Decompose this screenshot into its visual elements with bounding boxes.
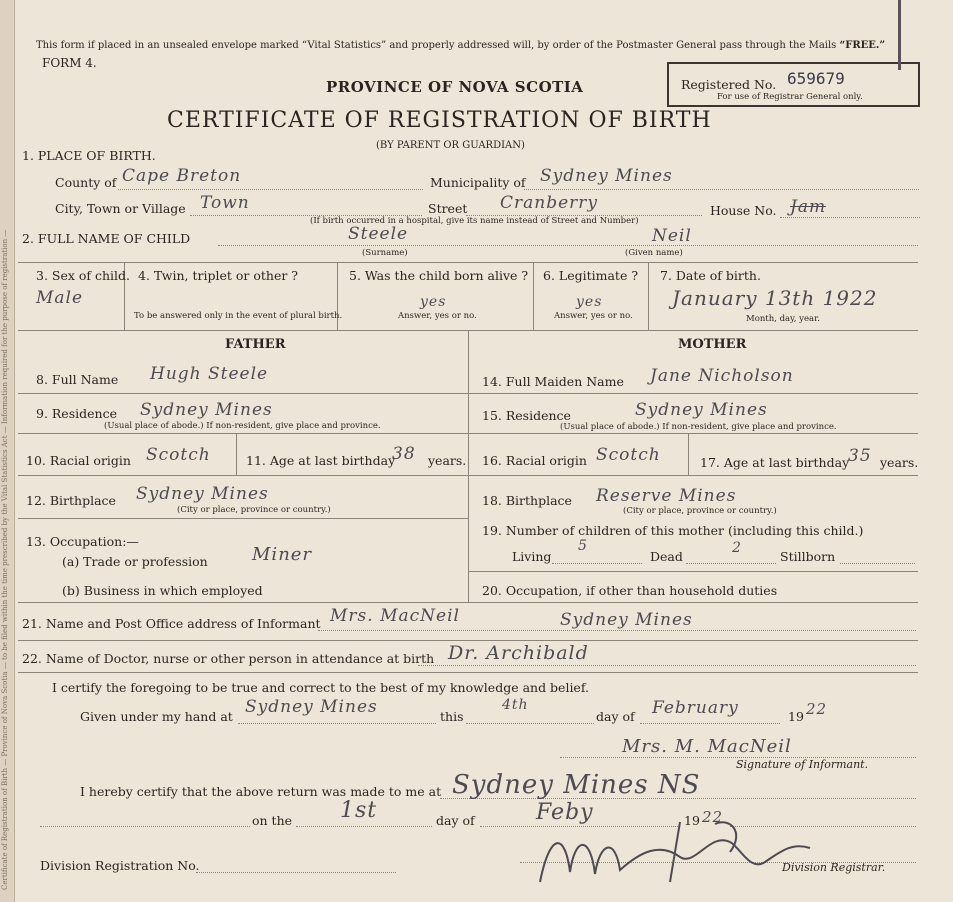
informant-name: Mrs. MacNeil [330,606,460,626]
mother-residence-label: 15. Residence [482,408,571,423]
father-birthplace-value: Sydney Mines [136,484,269,504]
mother-heading: MOTHER [678,337,747,352]
county-line [118,189,423,190]
sex-value: Male [36,288,84,308]
informant-line [318,630,916,631]
divider-f1 [18,393,468,394]
month-line [640,723,780,724]
father-residence-label: 9. Residence [36,406,117,421]
province-title: PROVINCE OF NOVA SCOTIA [326,78,584,96]
dob-note: Month, day, year. [746,314,820,324]
divider-m1 [468,393,918,394]
doctor-label: 22. Name of Doctor, nurse or other person in attendance at birth [22,651,435,666]
father-heading: FATHER [225,337,286,352]
dead-line [686,563,776,564]
mother-racial-value: Scotch [596,445,661,465]
mother-birthplace-label: 18. Birthplace [482,493,572,508]
certify-statement: I certify the foregoing to be true and correct to the best of my knowledge and belief. [52,680,589,695]
doctor-line [418,665,916,666]
given-label: Given under my hand at [80,709,233,724]
child-name-line [218,245,918,246]
father-name-value: Hugh Steele [150,364,269,384]
father-trade-label: (a) Trade or profession [62,554,208,569]
alive-note: Answer, yes or no. [398,311,477,321]
divider-f2 [18,433,468,434]
day-line [466,723,594,724]
stillborn-line [840,563,915,564]
county-value: Cape Breton [122,166,242,186]
left-margin-strip [0,0,15,902]
mother-age-value: 35 [848,446,872,466]
municipality-line [524,189,919,190]
house-value: Jam [790,197,827,217]
divider-certify-top [18,672,918,673]
doctor-name: Dr. Archibald [448,642,589,664]
house-label: House No. [710,203,777,218]
year-prefix: 19 [788,709,804,724]
child-name-label: 2. FULL NAME OF CHILD [22,231,191,246]
dob-label: 7. Date of birth. [660,268,761,283]
living-line [552,563,642,564]
sex-label: 3. Sex of child. [36,268,131,283]
form-number: FORM 4. [42,56,97,70]
divider-m2 [468,433,918,434]
registered-label: Registered No. [681,77,777,92]
mother-age-label: 17. Age at last birthday [700,455,850,470]
father-birthplace-note: (City or place, province or country.) [177,505,331,515]
city-label: City, Town or Village [55,201,186,216]
mother-name-value: Jane Nicholson [650,366,794,386]
dob-value: January 13th 1922 [672,286,878,310]
mother-residence-note: (Usual place of abode.) If non-resident, give place and province. [560,422,837,432]
house-line [780,217,920,218]
registered-number: 659679 [787,69,845,88]
dead-value: 2 [732,540,742,556]
mother-age-unit: years. [880,455,919,470]
father-age-unit: years. [428,453,467,468]
certificate-subtitle: (BY PARENT OR GUARDIAN) [376,140,525,151]
divider-f-age [236,433,237,475]
registrar-day: 1st [340,798,378,823]
county-label: County of [55,175,117,190]
divider-m4 [468,571,918,572]
registrar-day-line [296,826,432,827]
margin-text: Certificate of Registration of Birth — Province of Nova Scotia — to be filed within the time prescribed by the Vital Statistics Act — Information required for the purpose of registration — [1,229,9,890]
ink-stroke-mark [898,0,901,70]
signature-label: Signature of Informant. [736,758,869,771]
informant-signature: Mrs. M. MacNeil [622,736,792,757]
on-the-lead-line [40,826,250,827]
division-registration-line [196,872,396,873]
father-occupation-label: 13. Occupation:— [26,534,139,549]
dead-label: Dead [650,549,683,564]
street-note: (If birth occurred in a hospital, give its name instead of Street and Number) [310,216,639,226]
day-of-label: day of [596,709,635,724]
return-place: Sydney Mines NS [452,770,701,800]
divider-parents-center [468,330,469,602]
father-residence-value: Sydney Mines [140,400,273,420]
father-business-label: (b) Business in which employed [62,583,263,598]
municipality-label: Municipality of [430,175,526,190]
given-name-note: (Given name) [625,248,683,258]
street-label: Street [428,201,468,216]
place-of-birth-label: 1. PLACE OF BIRTH. [22,148,156,163]
informant-address: Sydney Mines [560,610,693,630]
informant-label: 21. Name and Post Office address of Informant [22,616,321,631]
registrar-signature-scrawl [530,812,830,894]
return-label: I hereby certify that the above return was made to me at [80,784,442,799]
divider-f3 [18,475,468,476]
father-age-value: 38 [392,444,416,464]
twin-label: 4. Twin, triplet or other ? [138,268,298,283]
mother-name-label: 14. Full Maiden Name [482,374,624,389]
legitimate-label: 6. Legitimate ? [543,268,639,283]
given-place-line [238,723,436,724]
father-trade-value: Miner [252,544,313,565]
mother-racial-label: 16. Racial origin [482,453,587,468]
stillborn-label: Stillborn [780,549,836,564]
twin-note: To be answered only in the event of plural birth. [134,311,343,321]
registrar-year-prefix: 19 [684,813,700,828]
father-racial-value: Scotch [146,445,211,465]
registrar-signature-label: Division Registrar. [782,861,886,874]
mother-children-label: 19. Number of children of this mother (including this child.) [482,523,864,538]
living-label: Living [512,549,552,564]
child-surname: Steele [348,224,409,244]
living-value: 5 [578,538,588,554]
certificate-title: CERTIFICATE OF REGISTRATION OF BIRTH [167,108,712,133]
divider-doctor-top [18,640,918,641]
mother-residence-value: Sydney Mines [635,400,768,420]
divider-row3-top [18,262,918,263]
divider-informant-top [18,602,918,603]
father-racial-label: 10. Racial origin [26,453,131,468]
father-birthplace-label: 12. Birthplace [26,493,116,508]
divider-v4 [648,262,649,330]
registrar-month: Feby [536,800,594,825]
certify-day: 4th [502,697,529,713]
registrar-year: 22 [702,808,724,826]
certify-year: 22 [806,700,828,718]
on-the-label: on the [252,813,293,828]
child-given-name: Neil [652,226,692,246]
postal-notice-text: This form if placed in an unsealed envelope marked “Vital Statistics” and properly addressed will, by order of the Postmaster General pass through the Mails [36,40,837,51]
legitimate-value: yes [576,294,603,310]
postal-notice [36,40,885,51]
father-name-label: 8. Full Name [36,372,119,387]
surname-note: (Surname) [362,248,408,258]
city-value: Town [200,193,250,213]
divider-m3 [468,475,918,476]
registration-box [667,62,920,107]
alive-label: 5. Was the child born alive ? [349,268,529,283]
division-registration-label: Division Registration No. [40,858,200,873]
legitimate-note: Answer, yes or no. [554,311,633,321]
divider-v3 [533,262,534,330]
father-residence-note: (Usual place of abode.) If non-resident, give place and province. [104,421,381,431]
this-label: this [440,709,464,724]
divider-m-age [688,433,689,475]
free-text: “FREE.” [839,40,886,51]
municipality-value: Sydney Mines [540,166,673,186]
mother-birthplace-note: (City or place, province or country.) [623,506,777,516]
certify-month: February [652,698,739,718]
given-place: Sydney Mines [245,697,378,717]
mother-occupation-label: 20. Occupation, if other than household duties [482,583,778,598]
divider-f4 [18,518,468,519]
father-age-label: 11. Age at last birthday [246,453,396,468]
registrar-day-of-label: day of [436,813,475,828]
registered-note: For use of Registrar General only. [717,92,863,102]
mother-birthplace-value: Reserve Mines [596,486,737,506]
alive-value: yes [420,294,447,310]
street-value: Cranberry [500,193,599,213]
